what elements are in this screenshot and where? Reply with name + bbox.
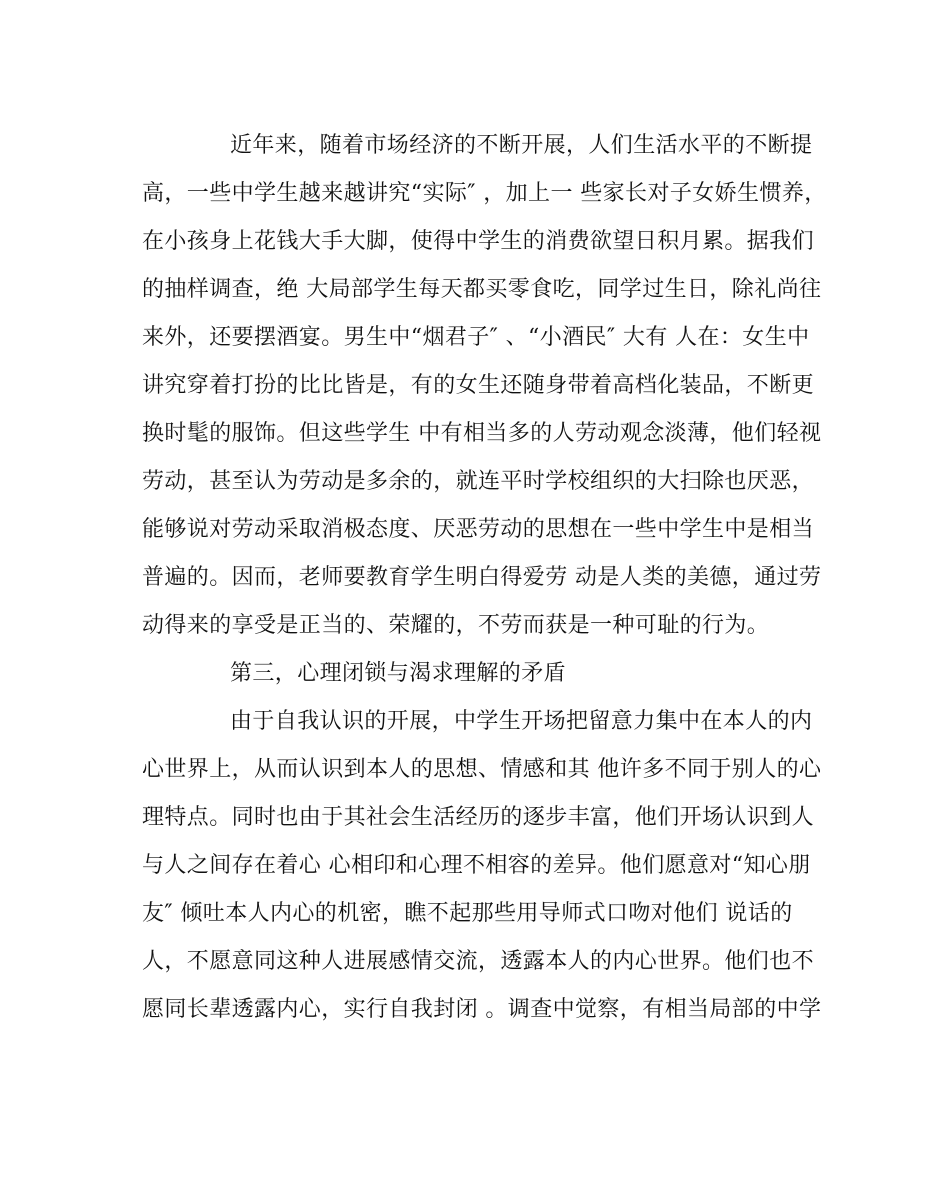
paragraph-1-line-9: 能够说对劳动采取消极态度、厌恶劳动的思想在一些中学生中是相当 (142, 517, 815, 542)
paragraph-1-line-2: 高，一些中学生越来越讲究“实际″ ，加上一 些家长对子女娇生惯养， (142, 181, 827, 206)
paragraph-1-line-6: 讲究穿着打扮的比比皆是，有的女生还随身带着高档化装品，不断更 (142, 373, 815, 398)
paragraph-1-line-4: 的抽样调查，绝 大局部学生每天都买零食吃，同学过生日，除礼尚往 (142, 277, 822, 302)
paragraph-2-line-6: 人，不愿意同这种人进展感情交流，透露本人的内心世界。他们也不 (142, 949, 815, 974)
paragraph-2-line-7: 愿同长辈透露内心，实行自我封闭 。调查中觉察，有相当局部的中学 (142, 997, 822, 1022)
paragraph-1-line-7: 换时髦的服饰。但这些学生 中有相当多的人劳动观念淡薄，他们轻视 (142, 421, 822, 446)
paragraph-1-line-3: 在小孩身上花钱大手大脚，使得中学生的消费欲望日积月累。据我们 (142, 229, 815, 254)
paragraph-1-line-8: 劳动，甚至认为劳动是多余的，就连平时学校组织的大扫除也厌恶， (142, 469, 815, 494)
section-heading: 第三，心理闭锁与渴求理解的矛盾 (230, 661, 567, 686)
paragraph-2-line-4: 与人之间存在着心 心相印和心理不相容的差异。他们愿意对“知心朋 (142, 853, 811, 878)
paragraph-2-line-5: 友″ 倾吐本人内心的机密，瞧不起那些用导师式口吻对他们 说话的 (142, 901, 793, 926)
paragraph-2-line-3: 理特点。同时也由于其社会生活经历的逐步丰富，他们开场认识到人 (142, 805, 815, 830)
paragraph-2-line-2: 心世界上，从而认识到本人的思想、情感和其 他许多不同于别人的心 (142, 757, 822, 782)
paragraph-2-line-1: 由于自我认识的开展，中学生开场把留意力集中在本人的内 (230, 709, 813, 734)
paragraph-1-line-1: 近年来，随着市场经济的不断开展，人们生活水平的不断提 (230, 133, 813, 158)
paragraph-1-line-5: 来外，还要摆酒宴。男生中“烟君子″ 、“小酒民″ 大有 人在：女生中 (142, 325, 810, 350)
paragraph-1-line-10: 普遍的。因而，老师要教育学生明白得爱劳 动是人类的美德，通过劳 (142, 565, 822, 590)
paragraph-1-line-11: 动得来的享受是正当的、荣耀的，不劳而获是一种可耻的行为。 (142, 613, 770, 638)
